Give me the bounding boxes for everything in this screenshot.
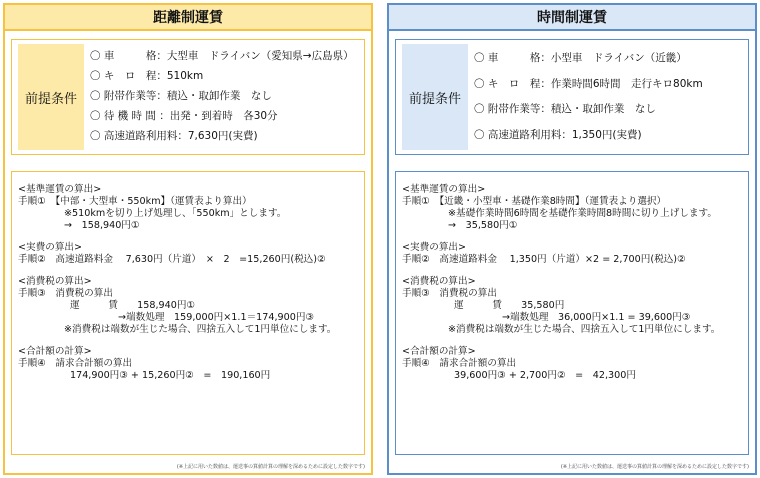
calc-line: <合計額の計算> — [18, 346, 92, 357]
calc-line: ※510kmを切り上げ処理し、「550km」とします。 — [64, 208, 287, 219]
calc-section — [402, 184, 742, 232]
calc-section — [18, 346, 358, 382]
calc-section — [402, 242, 742, 266]
panel-title: 時間制運賃 — [387, 3, 757, 31]
conditions-list — [90, 46, 362, 146]
conditions-list — [474, 46, 746, 148]
condition-item: 〇 キ ロ 程：510km — [90, 70, 204, 82]
distance-fare-panel — [3, 3, 373, 475]
condition-item: 〇 高速道路利用料：7,630円(実費) — [90, 130, 258, 142]
calc-section — [402, 346, 742, 382]
condition-item: 〇 キ ロ 程：作業時間6時間 走行キロ80km — [474, 77, 703, 90]
calc-line: <消費税の算出> — [18, 276, 92, 287]
conditions-box — [11, 39, 365, 155]
condition-item: 〇 車 格：大型車 ドライバン（愛知県→広島県） — [90, 50, 354, 62]
condition-item: 〇 附帯作業等：積込・取卸作業 なし — [90, 90, 272, 102]
calc-line: 運 賃 158,940円① — [70, 300, 196, 311]
calc-line: 運 賃 35,580円 — [454, 300, 565, 311]
calc-line: 手順③ 消費税の算出 — [402, 288, 497, 299]
calc-line: ※基礎作業時間6時間を基礎作業時間8時間に切り上げします。 — [448, 208, 717, 219]
calc-section — [402, 276, 742, 336]
calc-line: ※消費税は端数が生じた場合、四捨五入して1円単位にします。 — [448, 324, 721, 335]
calc-line: 39,600円③ + 2,700円② = 42,300円 — [454, 370, 636, 381]
calc-line: <合計額の計算> — [402, 346, 476, 357]
calc-line: →端数処理 159,000円×1.1＝174,900円③ — [118, 312, 315, 323]
calc-line: <実費の算出> — [402, 242, 467, 253]
conditions-box — [395, 39, 749, 155]
condition-item: 〇 待 機 時 間 ：出発・到着時 各30分 — [90, 110, 278, 122]
footnote: (※上記に用いた数値は、運送事の算値計算の理解を深めるために設定した数字です) — [176, 464, 365, 470]
calc-line: 手順④ 請求合計額の算出 — [18, 358, 133, 369]
panel-title: 距離制運賃 — [3, 3, 373, 31]
condition-item: 〇 附帯作業等：積込・取卸作業 なし — [474, 103, 656, 115]
calculation-box — [395, 171, 749, 455]
calc-line: → 35,580円① — [448, 220, 518, 231]
calc-line: <実費の算出> — [18, 242, 83, 253]
calc-section — [18, 184, 358, 232]
footnote: (※上記に用いた数値は、運送事の算値計算の理解を深めるために設定した数字です) — [560, 464, 749, 470]
conditions-label: 前提条件 — [402, 44, 468, 150]
calc-line: <基準運賃の算出> — [402, 184, 486, 195]
calc-section — [18, 242, 358, 266]
condition-item: 〇 車 格：小型車 ドライバン（近畿） — [474, 52, 687, 64]
calc-line: 手順④ 請求合計額の算出 — [402, 358, 517, 369]
calc-line: 手順② 高速道路料金 1,350円（片道）×2 = 2,700円(税込)② — [402, 254, 686, 265]
calculation-box — [11, 171, 365, 455]
calc-line: 手順① 【中部・大型車・550km】（運賃表より算出） — [18, 196, 252, 207]
time-fare-panel — [387, 3, 757, 475]
calc-section — [18, 276, 358, 336]
calc-line: 手順② 高速道路料金 7,630円（片道） × 2 =15,260円(税込)② — [18, 254, 326, 265]
calc-line: ※消費税は端数が生じた場合、四捨五入して1円単位にします。 — [64, 324, 337, 335]
calc-line: <消費税の算出> — [402, 276, 476, 287]
calc-line: 手順③ 消費税の算出 — [18, 288, 113, 299]
calc-line: <基準運賃の算出> — [18, 184, 102, 195]
condition-item: 〇 高速道路利用料：1,350円(実費) — [474, 128, 642, 141]
calc-line: 手順① 【近畿・小型車・基礎作業8時間】（運賃表より選択） — [402, 196, 667, 207]
conditions-label: 前提条件 — [18, 44, 84, 150]
calc-line: 174,900円③ + 15,260円② = 190,160円 — [70, 370, 271, 381]
calc-line: → 158,940円① — [64, 220, 140, 231]
calc-line: →端数処理 36,000円×1.1 = 39,600円③ — [502, 312, 691, 323]
